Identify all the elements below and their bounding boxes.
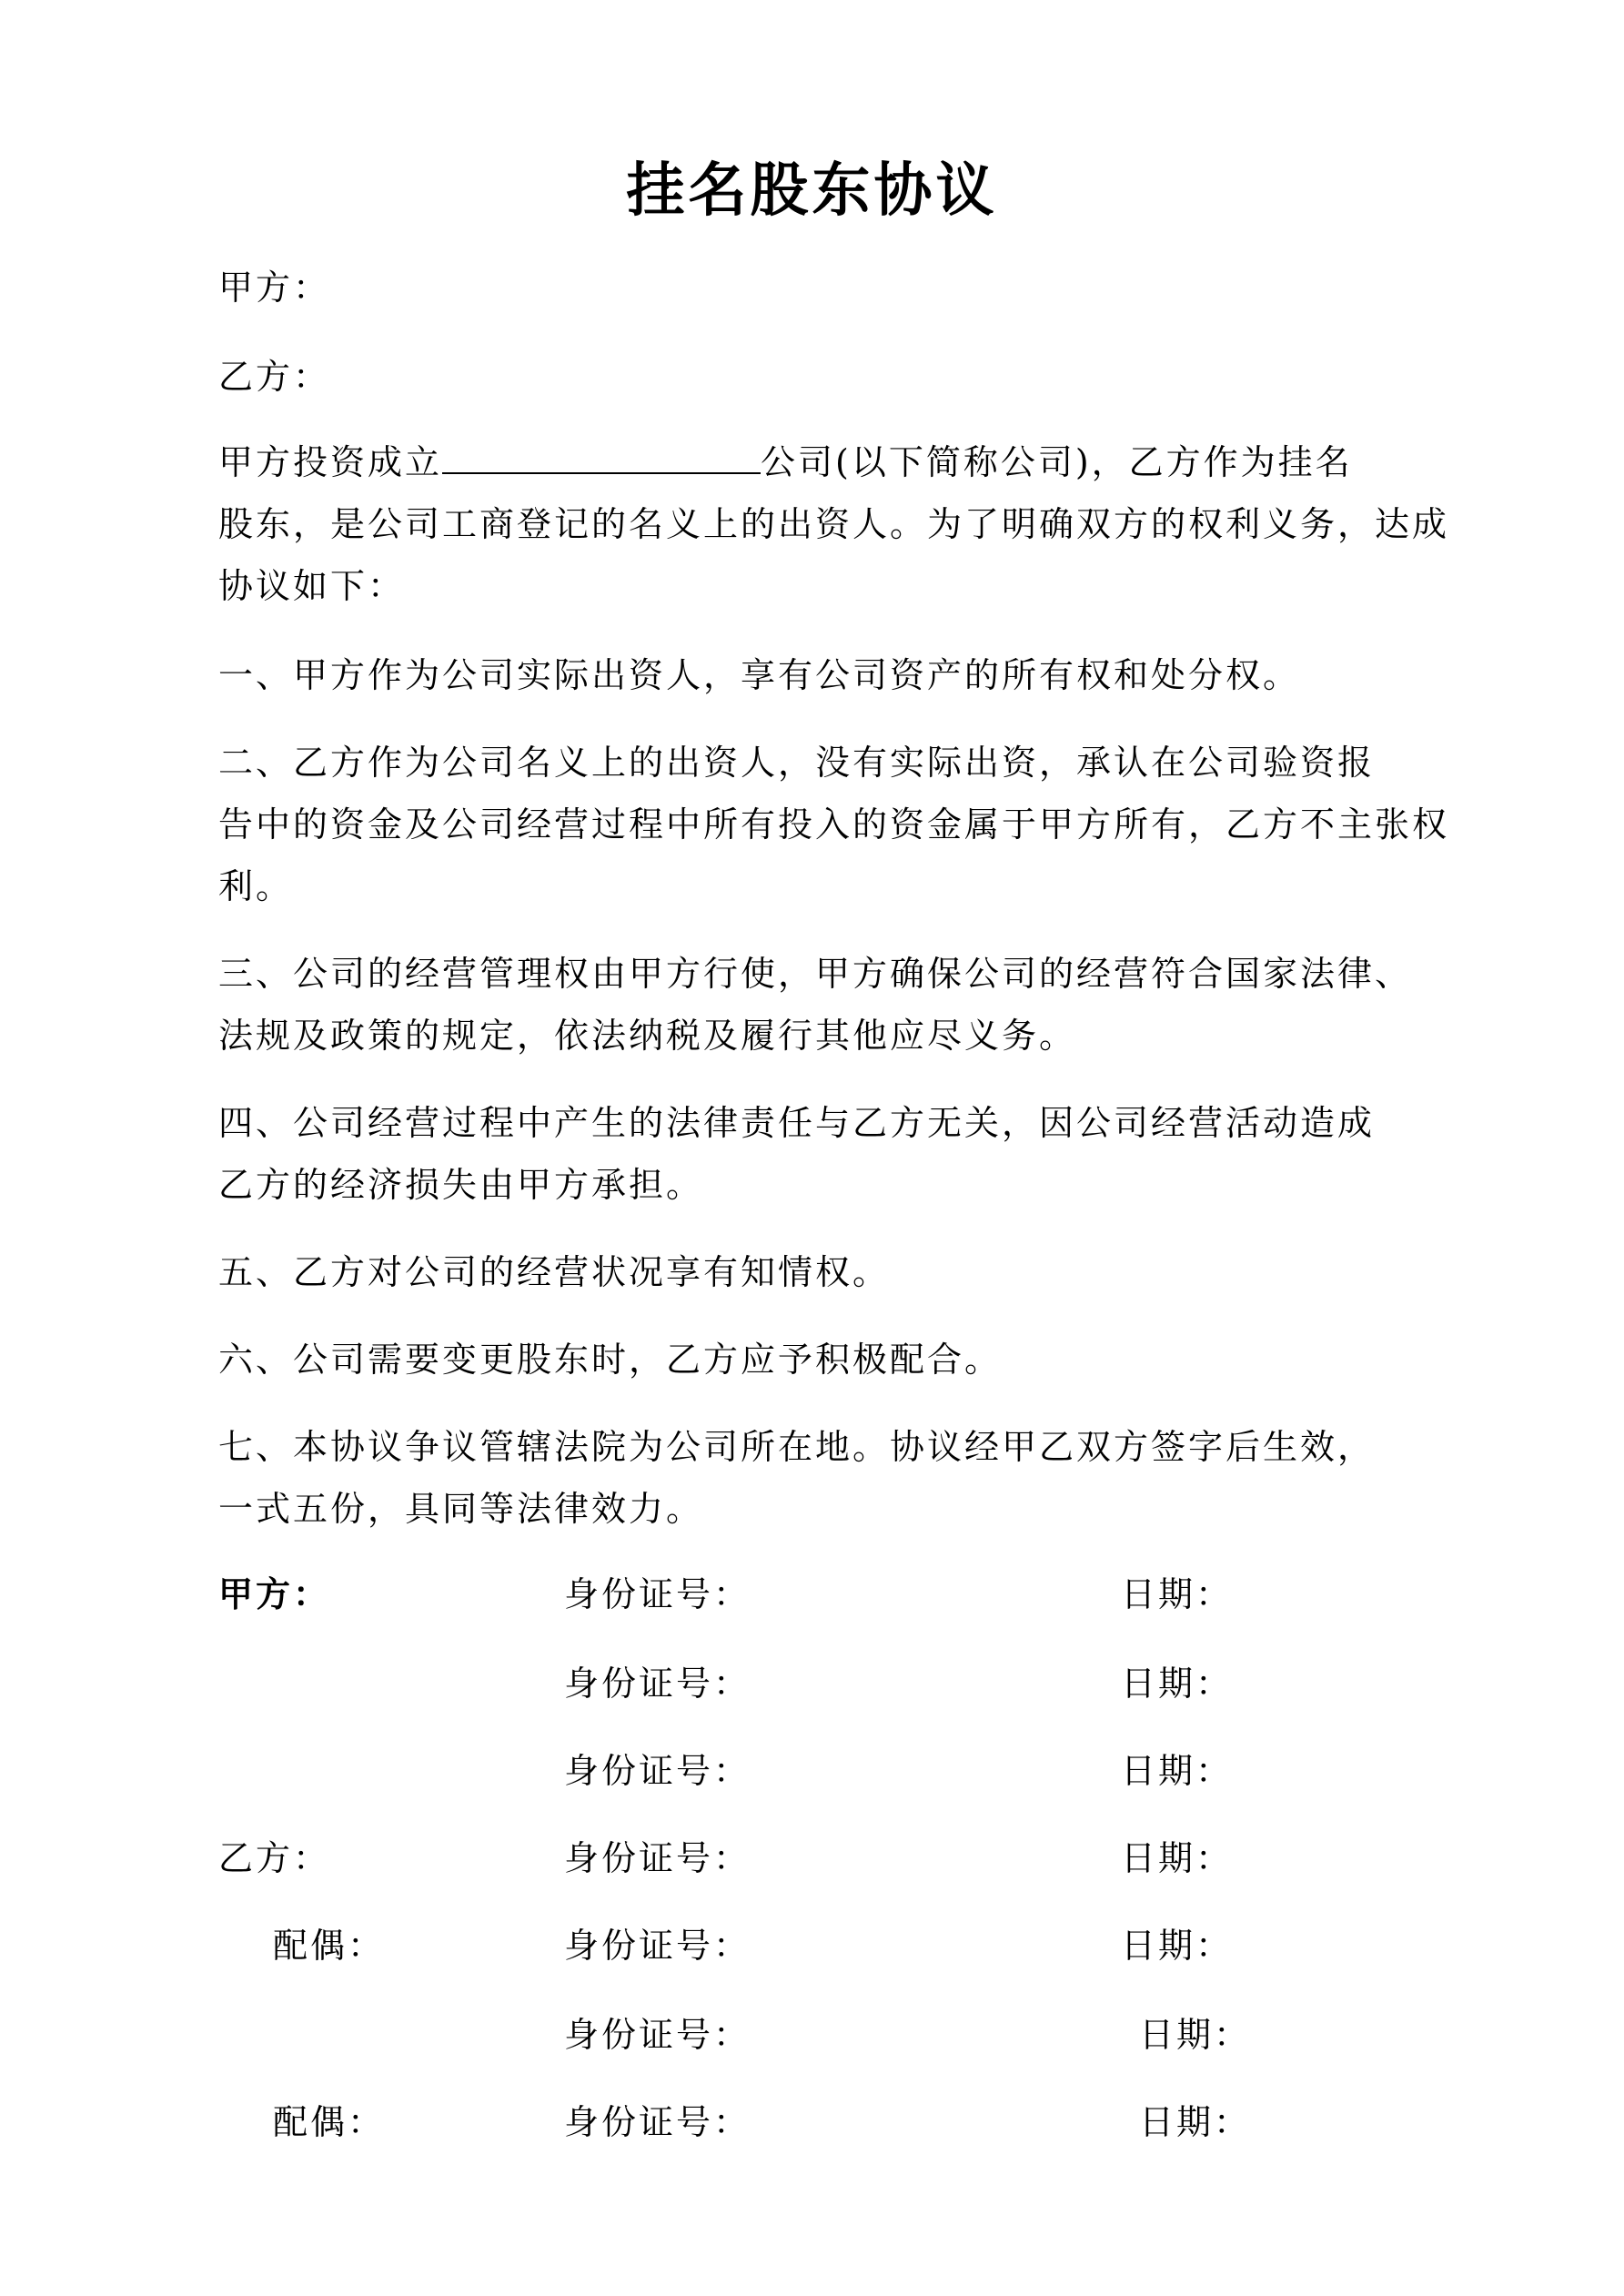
clause-3-line-2: 法规及政策的规定，依法纳税及履行其他应尽义务。 <box>218 1016 1077 1056</box>
company-name-blank <box>442 441 761 474</box>
sig-date-label: 日期： <box>1139 2015 1252 2055</box>
sig-party-a-label: 甲方： <box>218 1574 331 1614</box>
clause-7-line-1: 七、本协议争议管辖法院为公司所在地。协议经甲乙双方签字后生效， <box>218 1427 1376 1467</box>
clause-1-line-1: 一、甲方作为公司实际出资人，享有公司资产的所有权和处分权。 <box>218 655 1301 695</box>
sig-date-label: 日期： <box>1121 1574 1234 1614</box>
sig-party-b-label: 乙方： <box>218 1838 331 1878</box>
page-title: 挂名股东协议 <box>626 157 998 225</box>
intro-text-post: 公司(以下简称公司)，乙方作为挂名 <box>761 442 1353 482</box>
sig-id-label: 身份证号： <box>564 1664 751 1704</box>
sig-date-label: 日期： <box>1121 1664 1234 1704</box>
intro-line-1 <box>218 440 1474 484</box>
clause-4-line-2: 乙方的经济损失由甲方承担。 <box>218 1165 704 1205</box>
sig-spouse-label: 配偶： <box>273 1926 386 1966</box>
sig-id-label: 身份证号： <box>564 1926 751 1966</box>
sig-id-label: 身份证号： <box>564 2015 751 2055</box>
party-a-header: 甲方： <box>218 268 331 308</box>
clause-2-line-1: 二、乙方作为公司名义上的出资人，没有实际出资，承认在公司验资报 <box>218 743 1376 783</box>
clause-5-line-1: 五、乙方对公司的经营状况享有知情权。 <box>218 1252 891 1292</box>
sig-id-label: 身份证号： <box>564 1751 751 1791</box>
intro-line-2: 股东，是公司工商登记的名义上的出资人。为了明确双方的权利义务，达成 <box>218 504 1450 544</box>
clause-4-line-1: 四、公司经营过程中产生的法律责任与乙方无关，因公司经营活动造成 <box>218 1103 1376 1143</box>
sig-spouse-label: 配偶： <box>273 2102 386 2142</box>
sig-id-label: 身份证号： <box>564 1838 751 1878</box>
sig-id-label: 身份证号： <box>564 1574 751 1614</box>
party-b-header: 乙方： <box>218 357 331 397</box>
clause-2-line-3: 利。 <box>218 866 294 906</box>
clause-2-line-2: 告中的资金及公司经营过程中所有投入的资金属于甲方所有，乙方不主张权 <box>218 804 1450 845</box>
intro-text-pre: 甲方投资成立 <box>218 442 443 482</box>
sig-date-label: 日期： <box>1121 1838 1234 1878</box>
clause-7-line-2: 一式五份，具同等法律效力。 <box>218 1489 704 1529</box>
intro-line-3: 协议如下： <box>218 566 406 606</box>
sig-date-label: 日期： <box>1121 1926 1234 1966</box>
sig-date-label: 日期： <box>1121 1751 1234 1791</box>
clause-3-line-1: 三、公司的经营管理权由甲方行使，甲方确保公司的经营符合国家法律、 <box>218 954 1413 994</box>
sig-date-label: 日期： <box>1139 2102 1252 2142</box>
sig-id-label: 身份证号： <box>564 2102 751 2142</box>
clause-6-line-1: 六、公司需要变更股东时，乙方应予积极配合。 <box>218 1340 1003 1380</box>
